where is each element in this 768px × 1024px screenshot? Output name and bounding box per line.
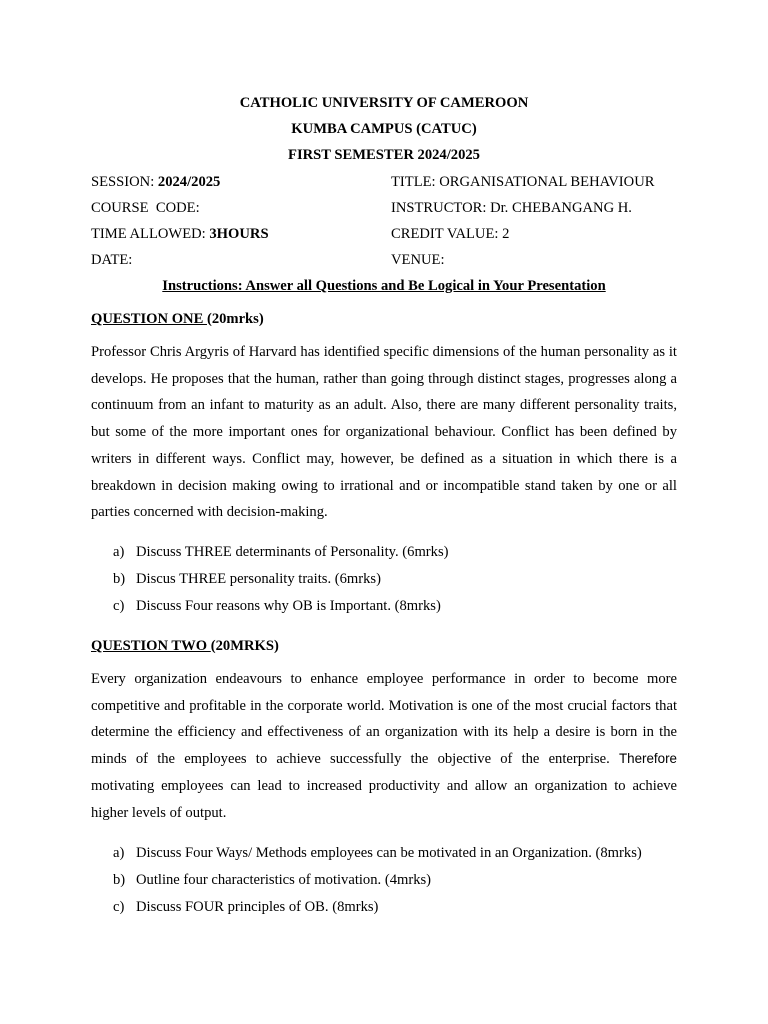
course-title: TITLE: ORGANISATIONAL BEHAVIOUR xyxy=(391,174,655,190)
time-allowed-field xyxy=(91,225,269,243)
list-item-text: Discuss THREE determinants of Personality. (6mrks) xyxy=(136,544,449,560)
list-marker: c) xyxy=(113,899,125,915)
question-one-heading xyxy=(91,310,264,328)
session-label: SESSION: xyxy=(91,174,158,190)
question-one-title: QUESTION ONE xyxy=(91,311,207,327)
time-allowed-label: TIME ALLOWED: xyxy=(91,226,210,242)
list-item xyxy=(91,570,691,597)
list-item xyxy=(91,543,691,570)
credit-value: CREDIT VALUE: 2 xyxy=(391,226,510,242)
instructor: INSTRUCTOR: Dr. CHEBANGANG H. xyxy=(391,200,632,216)
question-one-marks: (20mrks) xyxy=(206,311,264,327)
question-one-paragraph: Professor Chris Argyris of Harvard has identified specific dimensions of the human personality as it develops. He proposes that the human, rather than going through distinct stages, progresses along a continuum from an infant to maturity as an adult. Also, there are many different personality traits, but some of the more important ones for organizational behaviour. Conflict has been defined by writers in different ways. Conflict may, however, be defined as a situation in which there is a breakdown in decision making owing to irrational and or incompatible stand taken by one or all parties concerned with decision-making. xyxy=(91,344,677,521)
question-two-marks: (20MRKS) xyxy=(210,638,279,654)
venue-field: VENUE: xyxy=(391,252,445,268)
list-item xyxy=(91,898,691,925)
question-two-paragraph-end: motivating employees can lead to increased productivity and allow an organization to achieve higher levels of output. xyxy=(91,777,677,821)
list-item-text: Discuss FOUR principles of OB. (8mrks) xyxy=(136,899,379,915)
question-two-paragraph-word: Therefore xyxy=(618,751,677,767)
list-item-text: Discuss Four Ways/ Methods employees can be motivated in an Organization. (8mrks) xyxy=(136,845,642,861)
list-item-text: Outline four characteristics of motivation. (4mrks) xyxy=(136,872,432,888)
list-item xyxy=(91,871,691,898)
question-two-heading xyxy=(91,637,279,655)
session-value: 2024/2025 xyxy=(157,174,221,190)
question-one-list xyxy=(91,543,691,624)
list-marker: b) xyxy=(113,571,126,587)
session-field xyxy=(91,173,220,191)
list-item xyxy=(91,597,691,624)
list-marker: a) xyxy=(113,845,125,861)
time-allowed-value: 3HOURS xyxy=(209,226,269,242)
date-field: DATE: xyxy=(91,252,133,268)
question-two-title: QUESTION TWO xyxy=(91,638,211,654)
list-marker: c) xyxy=(113,598,125,614)
university-name: CATHOLIC UNIVERSITY OF CAMEROON xyxy=(239,95,529,111)
campus-name: KUMBA CAMPUS (CATUC) xyxy=(291,121,477,137)
question-two-paragraph-start: Every organization endeavours to enhance employee performance in order to become more competitive and profitable in the corporate world. Motivation is one of the most crucial factors that determine the efficiency and effectiveness of an organization with its help a desire is born in the minds of the employees to achieve successfully the objective of the enterprise. xyxy=(91,671,677,768)
list-item-text: Discus THREE personality traits. (6mrks) xyxy=(136,571,381,587)
course-code: COURSE CODE: xyxy=(91,200,200,216)
list-marker: a) xyxy=(113,544,125,560)
list-item xyxy=(91,844,691,871)
instructions: Instructions: Answer all Questions and Be Logical in Your Presentation xyxy=(162,278,606,294)
list-item-text: Discuss Four reasons why OB is Important. (8mrks) xyxy=(136,598,441,614)
question-two-paragraph xyxy=(91,666,677,826)
semester-title: FIRST SEMESTER 2024/2025 xyxy=(288,147,480,163)
question-two-list xyxy=(91,844,691,925)
list-marker: b) xyxy=(113,872,126,888)
